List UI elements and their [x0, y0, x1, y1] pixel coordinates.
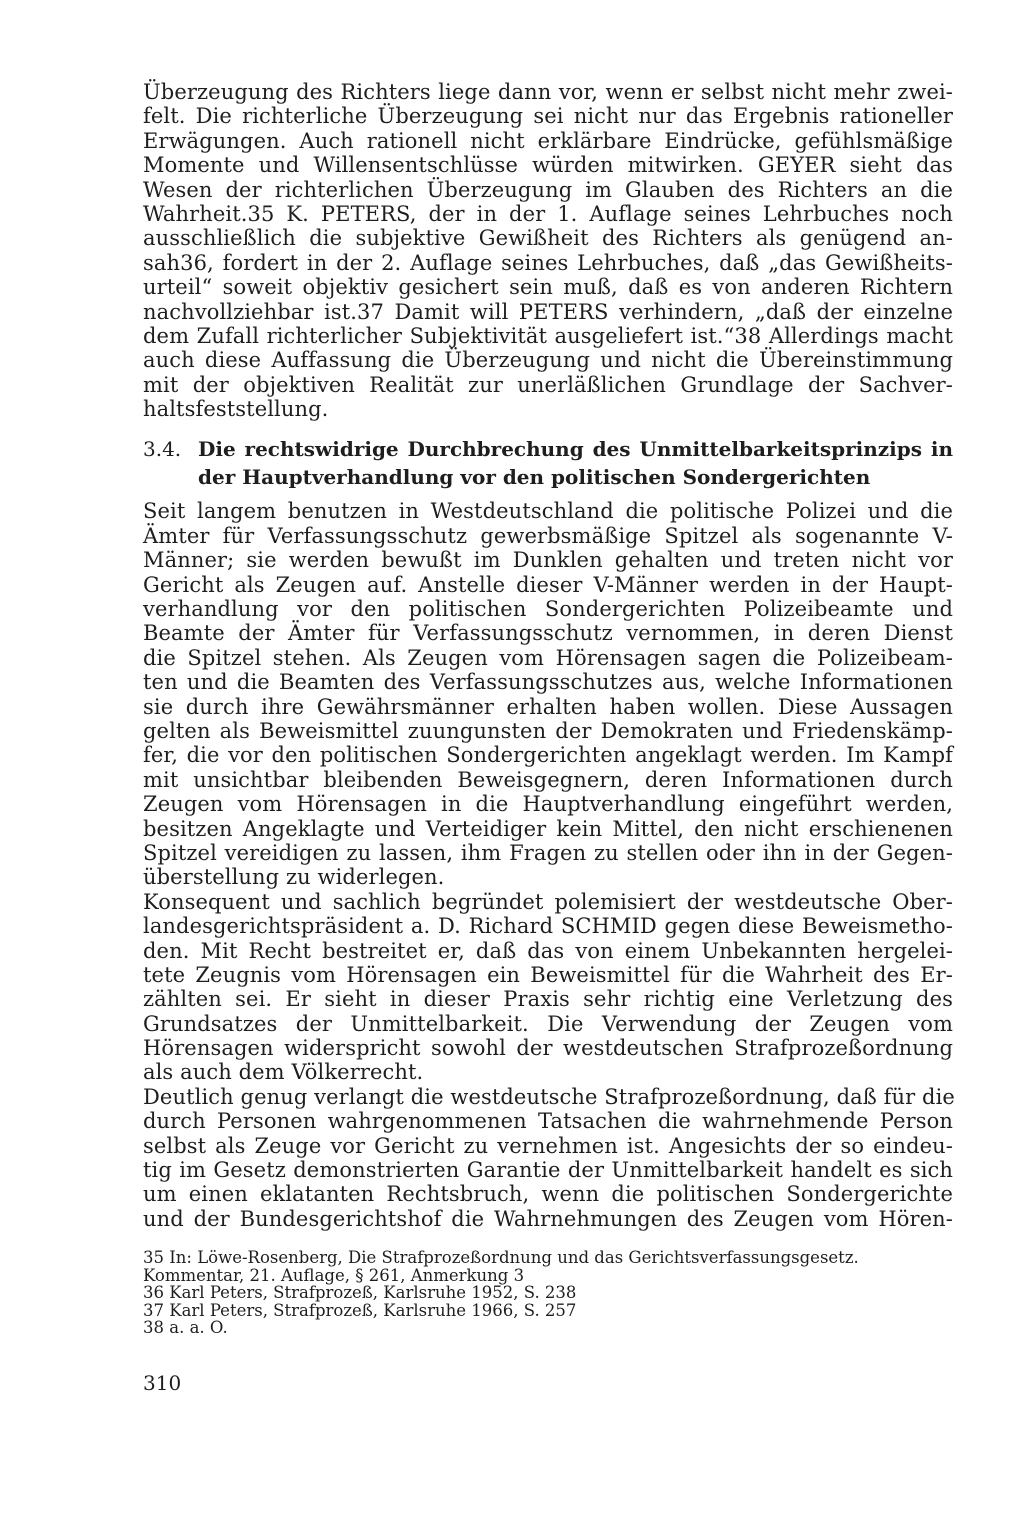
- text-line: ten und die Beamten des Verfassungsschutzes aus, welche Informationen: [143, 670, 953, 695]
- text-line: selbst als Zeuge vor Gericht zu vernehmen ist. Angesichts der so eindeu-: [143, 1133, 953, 1158]
- footnote: 38 a. a. O.: [143, 1318, 228, 1338]
- text-line: tete Zeugnis vom Hörensagen ein Beweismittel für die Wahrheit des Er-: [143, 962, 953, 987]
- text-line: durch Personen wahrgenommenen Tatsachen die wahrnehmende Person: [143, 1109, 953, 1134]
- text-line: und der Bundesgerichtshof die Wahrnehmungen des Zeugen vom Hören-: [143, 1206, 953, 1231]
- text-line: tig im Gesetz demonstrierten Garantie der Unmittelbarkeit handelt es sich: [143, 1158, 953, 1183]
- text-line: besitzen Angeklagte und Verteidiger kein Mittel, den nicht erschienenen: [143, 816, 953, 841]
- text-line: Männer; sie werden bewußt im Dunklen gehalten und treten nicht vor: [143, 548, 953, 573]
- text-line: Wesen der richterlichen Überzeugung im Glauben des Richters an die: [143, 177, 953, 202]
- text-line: dem Zufall richterlicher Subjektivität ausgeliefert ist.“38 Allerdings macht: [143, 323, 953, 348]
- text-line: auch diese Auffassung die Überzeugung und nicht die Übereinstimmung: [143, 348, 953, 373]
- text-line: um einen eklatanten Rechtsbruch, wenn die politischen Sondergerichte: [143, 1182, 953, 1207]
- text-line: fer, die vor den politischen Sondergerichten angeklagt werden. Im Kampf: [143, 743, 953, 768]
- text-line: die Spitzel stehen. Als Zeugen vom Hörensagen sagen die Polizeibeam-: [143, 645, 953, 670]
- text-line: sie durch ihre Gewährsmänner erhalten haben wollen. Diese Aussagen: [143, 694, 953, 719]
- section-title-line: Die rechtswidrige Durchbrechung des Unmittelbarkeitsprinzips in: [198, 437, 953, 462]
- text-line: Zeugen vom Hörensagen in die Hauptverhandlung eingeführt werden,: [143, 792, 953, 817]
- text-line: ausschließlich die subjektive Gewißheit des Richters als genügend an-: [143, 226, 953, 251]
- footnote: 37 Karl Peters, Strafprozeß, Karlsruhe 1966, S. 257: [143, 1300, 577, 1320]
- footnote: 36 Karl Peters, Strafprozeß, Karlsruhe 1952, S. 238: [143, 1283, 577, 1303]
- section-number: 3.4.: [143, 437, 182, 462]
- text-line: landesgerichtspräsident a. D. Richard SCHMID gegen diese Beweismetho-: [143, 914, 953, 939]
- text-line: Konsequent und sachlich begründet polemisiert der westdeutsche Ober-: [143, 889, 953, 914]
- paragraph-2: [143, 890, 953, 1085]
- book-page: [143, 80, 953, 1395]
- text-line: als auch dem Völkerrecht.: [143, 1060, 424, 1085]
- page-number: 310: [143, 1370, 182, 1395]
- text-line: Erwägungen. Auch rationell nicht erklärbare Eindrücke, gefühlsmäßige: [143, 128, 953, 153]
- text-line: felt. Die richterliche Überzeugung sei nicht nur das Ergebnis rationeller: [143, 104, 953, 129]
- text-line: Ämter für Verfassungsschutz gewerbsmäßige Spitzel als sogenannte V-: [143, 523, 953, 548]
- text-line: mit der objektiven Realität zur unerläßlichen Grundlage der Sachver-: [143, 372, 953, 397]
- text-line: Grundsatzes der Unmittelbarkeit. Die Verwendung der Zeugen vom: [143, 1011, 953, 1036]
- section-heading: [143, 435, 953, 491]
- text-line: Hörensagen widerspricht sowohl der westdeutschen Strafprozeßordnung: [143, 1036, 953, 1061]
- text-line: Gericht als Zeugen auf. Anstelle dieser V-Männer werden in der Haupt-: [143, 572, 953, 597]
- footnote-continuation: Kommentar, 21. Auflage, § 261, Anmerkung 3: [143, 1265, 525, 1285]
- paragraph-3: [143, 1085, 953, 1231]
- text-line: nachvollziehbar ist.37 Damit will PETERS verhindern, „daß der einzelne: [143, 299, 953, 324]
- text-line: urteil“ soweit objektiv gesichert sein muß, daß es von anderen Richtern: [143, 275, 953, 300]
- text-line: Seit langem benutzen in Westdeutschland die politische Polizei und die: [143, 499, 953, 524]
- footnotes: [143, 1249, 953, 1337]
- text-line: haltsfeststellung.: [143, 397, 329, 422]
- text-line: Deutlich genug verlangt die westdeutsche Strafprozeßordnung, daß für die: [143, 1084, 955, 1109]
- footnote: 35 In: Löwe-Rosenberg, Die Strafprozeßordnung und das Gerichtsverfassungsgesetz.: [143, 1248, 859, 1268]
- text-line: Überzeugung des Richters liege dann vor, wenn er selbst nicht mehr zwei-: [143, 80, 953, 104]
- text-line: den. Mit Recht bestreitet er, daß das von einem Unbekannten hergelei-: [143, 938, 953, 963]
- text-line: Momente und Willensentschlüsse würden mitwirken. GEYER sieht das: [143, 153, 953, 178]
- text-line: Beamte der Ämter für Verfassungsschutz vernommen, in deren Dienst: [143, 621, 953, 646]
- paragraph-intro: [143, 80, 953, 421]
- text-line: gelten als Beweismittel zuungunsten der Demokraten und Friedenskämp-: [143, 718, 953, 743]
- text-line: verhandlung vor den politischen Sondergerichten Polizeibeamte und: [143, 597, 953, 622]
- text-line: mit unsichtbar bleibenden Beweisgegnern, deren Informationen durch: [143, 767, 953, 792]
- text-line: Spitzel vereidigen zu lassen, ihm Fragen zu stellen oder ihn in der Gegen-: [143, 840, 953, 865]
- paragraph-1: [143, 499, 953, 889]
- text-line: sah36, fordert in der 2. Auflage seines Lehrbuches, daß „das Gewißheits-: [143, 250, 953, 275]
- text-line: Wahrheit.35 K. PETERS, der in der 1. Auflage seines Lehrbuches noch: [143, 201, 953, 226]
- section-title-line: der Hauptverhandlung vor den politischen Sondergerichten: [198, 465, 871, 490]
- text-line: zählten sei. Er sieht in dieser Praxis sehr richtig eine Verletzung des: [143, 987, 953, 1012]
- text-line: überstellung zu widerlegen.: [143, 865, 445, 890]
